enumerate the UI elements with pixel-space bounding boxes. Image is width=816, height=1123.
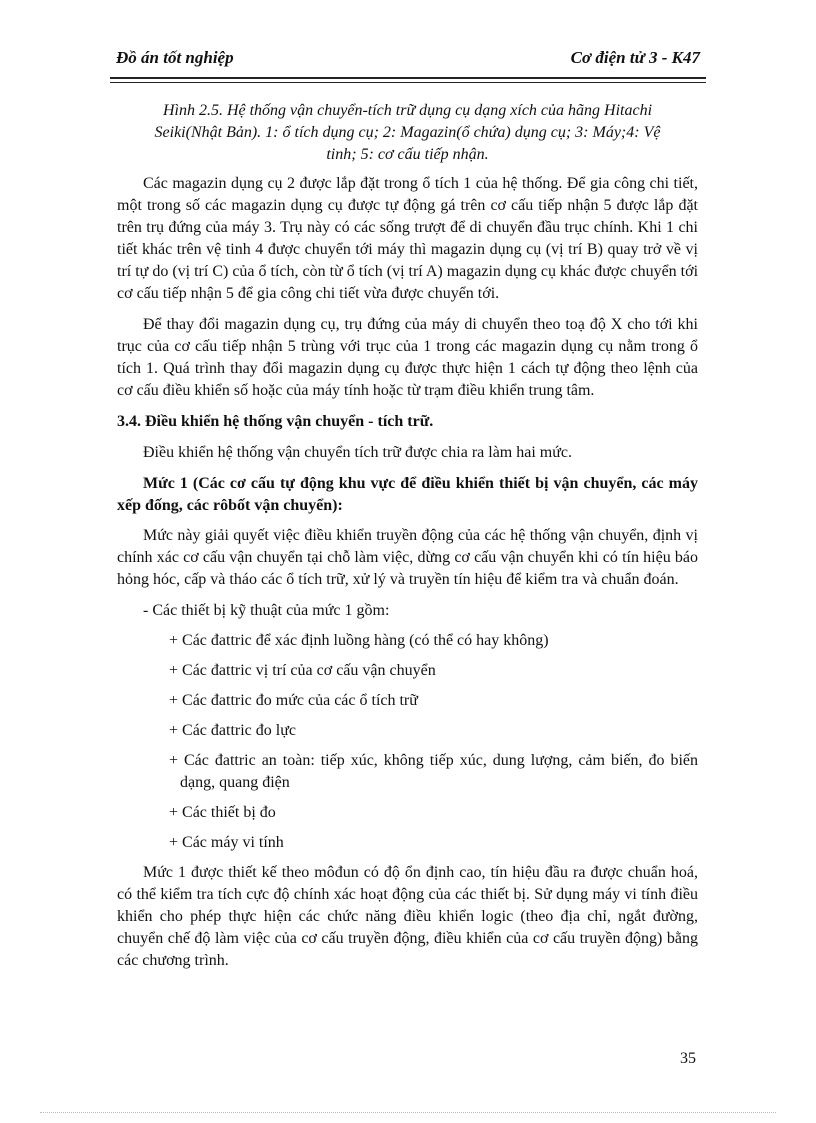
closing-paragraph: Mức 1 được thiết kế theo môđun có độ ổn định cao, tín hiệu đầu ra được chuẩn hoá, có thể kiểm tra tích cực độ chính xác hoạt động của các thiết bị. Sử dụng máy vi tính điều khiển cho phép thực hiện các chức năng điều khiển logic (theo địa chỉ, ngắt đường, chuyển chế độ làm việc của cơ cấu truyền động, điều khiển của cơ cấu truyền động) bằng các chương trình. (117, 864, 698, 969)
list-item: + Các đattric đo mức của các ổ tích trữ (169, 692, 418, 709)
level-heading: Mức 1 (Các cơ cấu tự động khu vực để điều khiển thiết bị vận chuyển, các máy xếp đống, các rôbốt vận chuyển): (117, 475, 698, 514)
body-paragraph: Các magazin dụng cụ 2 được lắp đặt trong ổ tích 1 của hệ thống. Để gia công chi tiết, một trong số các magazin dụng cụ được tự động gá trên cơ cấu tiếp nhận 5 được lắp đặt trên trụ đứng của máy 3. Trụ này có các sống trượt để di chuyển đầu trục chính. Khi 1 chi tiết khác trên vệ tinh 4 được chuyển tới máy thì magazin dụng cụ (vị trí B) quay trở về vị trí tự do (vị trí C) của ổ tích, còn từ ổ tích (vị trí A) magazin dụng cụ khác được chuyển tới cơ cấu tiếp nhận 5 để gia công chi tiết vừa được chuyển tới. (117, 175, 699, 302)
figure-caption: Hình 2.5. Hệ thống vận chuyển-tích trữ dụng cụ dạng xích của hãng Hitachi Seiki(Nhật Bản). 1: ổ tích dụng cụ; 2: Magazin(ổ chứa) dụng cụ; 3: Máy;4: Vệ tinh; 5: cơ cấu tiếp nhận. (154, 102, 661, 163)
header-rule-thick (110, 77, 706, 79)
devices-list (117, 630, 698, 854)
list-item: + Các đattric vị trí của cơ cấu vận chuyển (169, 662, 436, 679)
page-number: 35 (680, 1050, 696, 1067)
list-item: + Các thiết bị đo (169, 804, 276, 821)
devices-intro: - Các thiết bị kỹ thuật của mức 1 gồm: (143, 602, 390, 619)
list-item: + Các đattric an toàn: tiếp xúc, không tiếp xúc, dung lượng, cảm biến, đo biến dạng, quang điện (169, 752, 698, 791)
list-item: + Các máy vi tính (169, 834, 284, 851)
header-left-title: Đồ án tốt nghiệp (116, 48, 234, 67)
section-heading: 3.4. Điều khiển hệ thống vận chuyển - tích trữ. (117, 413, 434, 430)
level-paragraph: Mức này giải quyết việc điều khiển truyền động của các hệ thống vận chuyển, định vị chính xác cơ cấu vận chuyển tại chỗ làm việc, dừng cơ cấu vận chuyển khi có tín hiệu báo hỏng hóc, cấp và tháo các ổ tích trữ, xử lý và truyền tín hiệu để kiểm tra và chuẩn đoán. (117, 527, 698, 588)
page-content (117, 100, 698, 981)
header-rule-thin (110, 82, 706, 83)
body-paragraph: Để thay đổi magazin dụng cụ, trụ đứng của máy di chuyển theo toạ độ X cho tới khi trục của cơ cấu tiếp nhận 5 trùng với trục của 1 trong các magazin dụng cụ nằm trong ổ tích 1. Quá trình thay đổi magazin dụng cụ được thực hiện 1 cách tự động theo lệnh của cơ cấu điều khiển số hoặc của máy tính hoặc từ trạm điều khiển trung tâm. (117, 316, 698, 399)
page-bottom-divider (40, 1112, 776, 1113)
list-item: + Các đattric đo lực (169, 722, 296, 739)
list-item: + Các đattric để xác định luồng hàng (có thể có hay không) (169, 632, 549, 649)
header-right-title: Cơ điện tử 3 - K47 (570, 48, 700, 67)
section-intro: Điều khiển hệ thống vận chuyển tích trữ được chia ra làm hai mức. (143, 444, 573, 461)
page-header (116, 48, 700, 72)
